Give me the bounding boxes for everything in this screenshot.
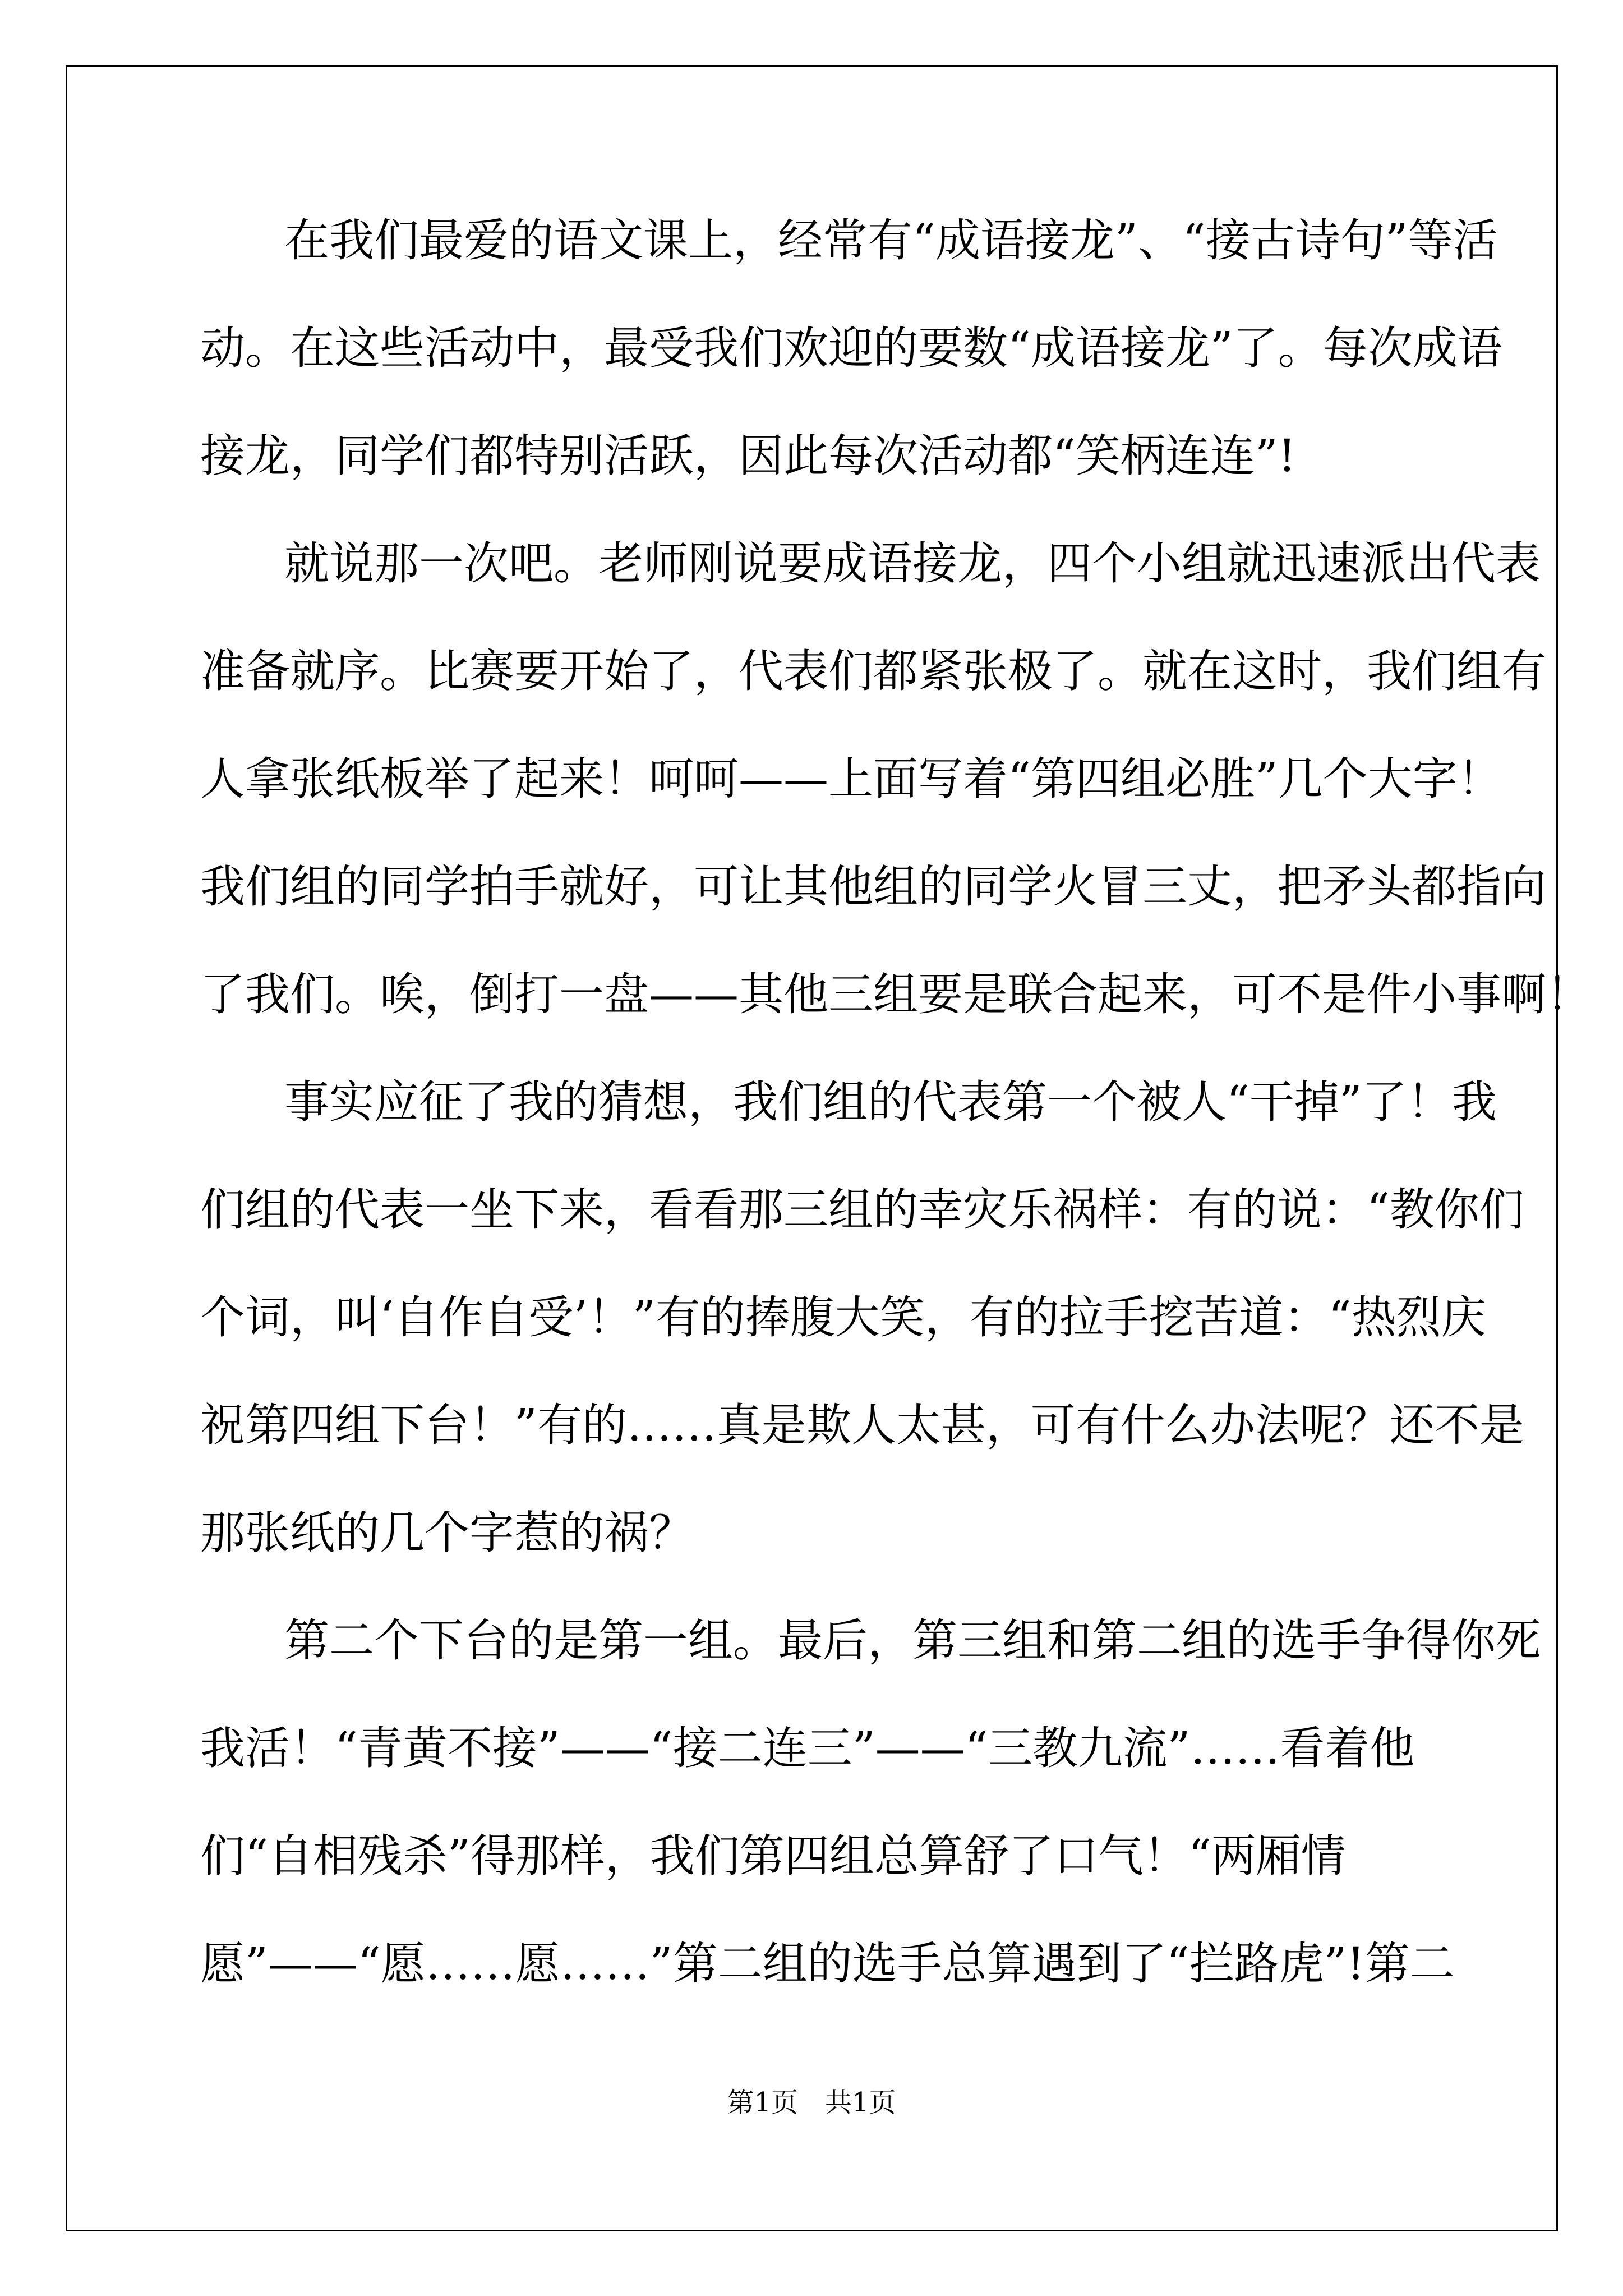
text-line: 在我们最爱的语文课上，经常有“成语接龙”、“接古诗句”等活: [284, 214, 1498, 266]
paragraph: [200, 1069, 1524, 1608]
text-line: 个词，叫‘自作自受’！”有的捧腹大笑，有的拉手挖苦道：“热烈庆: [200, 1291, 1486, 1343]
text-line: 接龙，同学们都特别活跃，因此每次活动都“笑柄连连”!: [200, 430, 1296, 482]
text-line: 人拿张纸板举了起来！呵呵——上面写着“第四组必胜”几个大字！: [200, 753, 1502, 805]
text-line: 祝第四组下台！”有的……真是欺人太甚，可有什么办法呢？还不是: [200, 1399, 1524, 1451]
paragraph: [200, 531, 1591, 1069]
text-line: 准备就序。比赛要开始了，代表们都紧张极了。就在这时，我们组有: [200, 645, 1546, 697]
text-line: 我们组的同学拍手就好，可让其他组的同学火冒三丈，把矛头都指向: [200, 861, 1546, 913]
page-footer: [0, 2086, 1623, 2119]
text-line: 就说那一次吧。老师刚说要成语接龙，四个小组就迅速派出代表: [284, 537, 1541, 590]
text-line: 事实应征了我的猜想，我们组的代表第一个被人“干掉”了！我: [284, 1076, 1497, 1128]
text-line: 了我们。唉，倒打一盘——其他三组要是联合起来，可不是件小事啊！: [200, 968, 1591, 1020]
document-body: [200, 208, 1591, 2039]
text-line: 第二个下台的是第一组。最后，第三组和第二组的选手争得你死: [284, 1614, 1541, 1667]
text-line: 我活！“青黄不接”——“接二连三”——“三教九流”……看着他: [200, 1722, 1415, 1774]
page-number: 第1页: [727, 2087, 798, 2118]
text-line: 们“自相残杀”得那样，我们第四组总算舒了口气！“两厢情: [200, 1830, 1346, 1882]
text-line: 动。在这些活动中，最受我们欢迎的要数“成语接龙”了。每次成语: [200, 322, 1502, 374]
text-line: 们组的代表一坐下来，看看那三组的幸灾乐祸样：有的说：“教你们: [200, 1184, 1524, 1236]
paragraph: [200, 208, 1502, 531]
paragraph: [200, 1608, 1541, 2039]
text-line: 愿”——“愿……愿……”第二组的选手总算遇到了“拦路虎”!第二: [200, 1938, 1455, 1990]
page-total: 共1页: [825, 2087, 896, 2118]
text-line: 那张纸的几个字惹的祸？: [200, 1507, 694, 1559]
